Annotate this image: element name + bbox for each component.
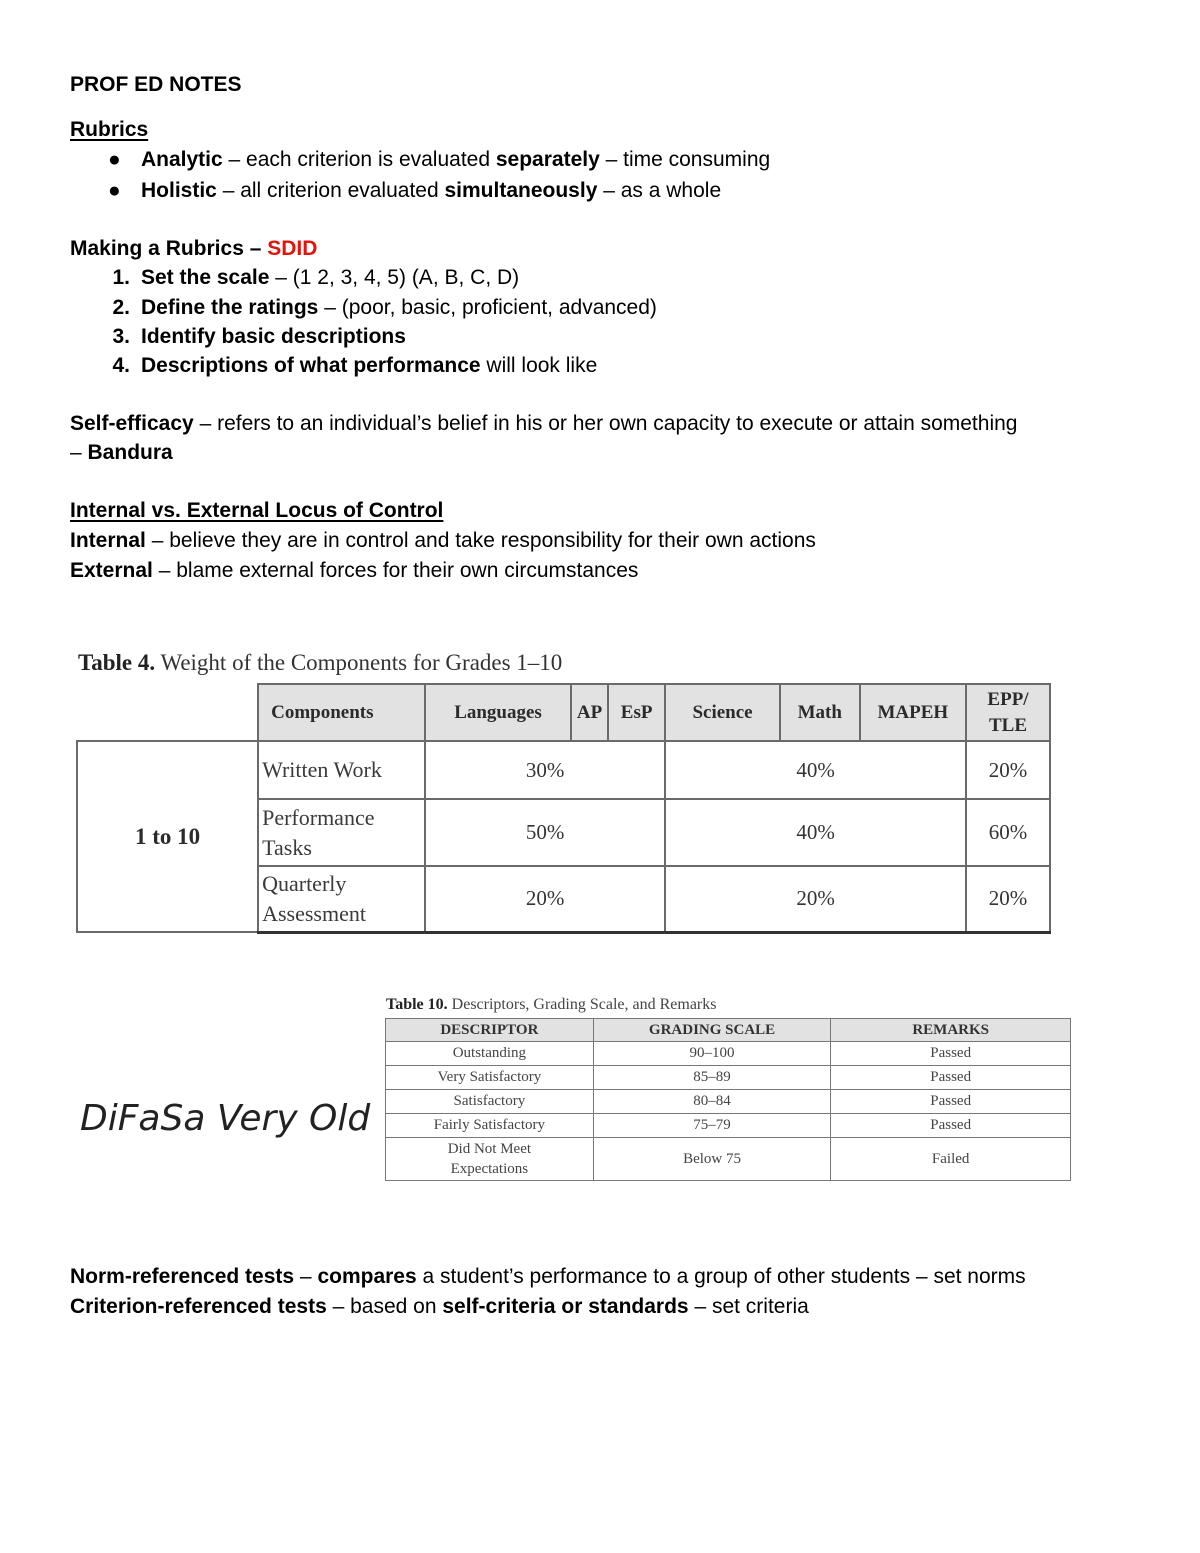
- self-efficacy-definition: Self-efficacy – refers to an individual’s belief in his or her own capacity to execute or attain something: [70, 412, 1018, 435]
- header-mapeh: MAPEH: [860, 684, 966, 741]
- rubrics-heading: Rubrics: [70, 118, 149, 141]
- step-3: 3. Identify basic descriptions: [112, 325, 406, 348]
- header-ap: AP: [571, 684, 608, 741]
- criterion-referenced-definition: Criterion-referenced tests – based on self-criteria or standards – set criteria: [70, 1295, 809, 1318]
- table10-caption: Table 10. Descriptors, Grading Scale, and Remarks: [386, 996, 717, 1013]
- locus-heading: Internal vs. External Locus of Control: [70, 499, 444, 522]
- rubrics-item-analytic: ● Analytic – each criterion is evaluated separately – time consuming: [0, 145, 1200, 175]
- table-row: Fairly Satisfactory 75–79 Passed: [386, 1114, 1071, 1138]
- table-row: Did Not Meet Expectations Below 75 Failed: [386, 1138, 1071, 1181]
- step-2: 2. Define the ratings – (poor, basic, proficient, advanced): [112, 296, 657, 319]
- self-efficacy-author: – Bandura: [70, 441, 173, 464]
- header-math: Math: [780, 684, 860, 741]
- term-holistic: Holistic: [141, 179, 217, 202]
- rubrics-item-holistic: ● Holistic – all criterion evaluated simultaneously – as a whole: [0, 176, 1200, 206]
- mnemonic-label: DiFaSa Very Old: [80, 1098, 371, 1139]
- header-components: Components: [258, 684, 425, 741]
- table4-caption: Table 4. Weight of the Components for Grades 1–10: [78, 650, 563, 675]
- table10-header-row: [386, 1019, 1071, 1042]
- table-row: Outstanding 90–100 Passed: [386, 1042, 1071, 1066]
- locus-external: External – blame external forces for their own circumstances: [70, 559, 639, 582]
- page-title: PROF ED NOTES: [70, 73, 242, 96]
- table4-header-row: [77, 684, 1050, 741]
- header-remarks: REMARKS: [831, 1019, 1071, 1042]
- header-grading-scale: GRADING SCALE: [593, 1019, 831, 1042]
- norm-referenced-definition: Norm-referenced tests – compares a student’s performance to a group of other students – set norms: [70, 1265, 1026, 1288]
- table-row: Very Satisfactory 85–89 Passed: [386, 1066, 1071, 1090]
- step-4: 4. Descriptions of what performance will look like: [112, 354, 598, 377]
- table4-row-written-work: 1 to 10 Written Work 30% 40% 20%: [77, 741, 1050, 799]
- table4-row-performance-tasks: Performance Tasks 50% 40% 60%: [77, 799, 1050, 866]
- bullet-icon: ●: [108, 179, 121, 202]
- header-languages: Languages: [425, 684, 571, 741]
- header-science: Science: [665, 684, 780, 741]
- table-row: Satisfactory 80–84 Passed: [386, 1090, 1071, 1114]
- sdid-acronym: SDID: [267, 237, 318, 260]
- table4: [76, 683, 1051, 934]
- locus-internal: Internal – believe they are in control and take responsibility for their own actions: [70, 529, 816, 552]
- grade-level-cell: 1 to 10: [77, 741, 258, 932]
- header-epp-tle: EPP/ TLE: [966, 684, 1050, 741]
- table4-row-quarterly-assessment: Quarterly Assessment 20% 20% 20%: [77, 866, 1050, 932]
- header-descriptor: DESCRIPTOR: [386, 1019, 594, 1042]
- term-analytic: Analytic: [141, 148, 223, 171]
- step-1: 1. Set the scale – (1 2, 3, 4, 5) (A, B, C, D): [112, 266, 520, 289]
- bullet-icon: ●: [108, 148, 121, 171]
- making-rubrics-heading: Making a Rubrics – SDID: [70, 237, 318, 260]
- table10: [385, 1018, 1071, 1181]
- header-esp: EsP: [608, 684, 665, 741]
